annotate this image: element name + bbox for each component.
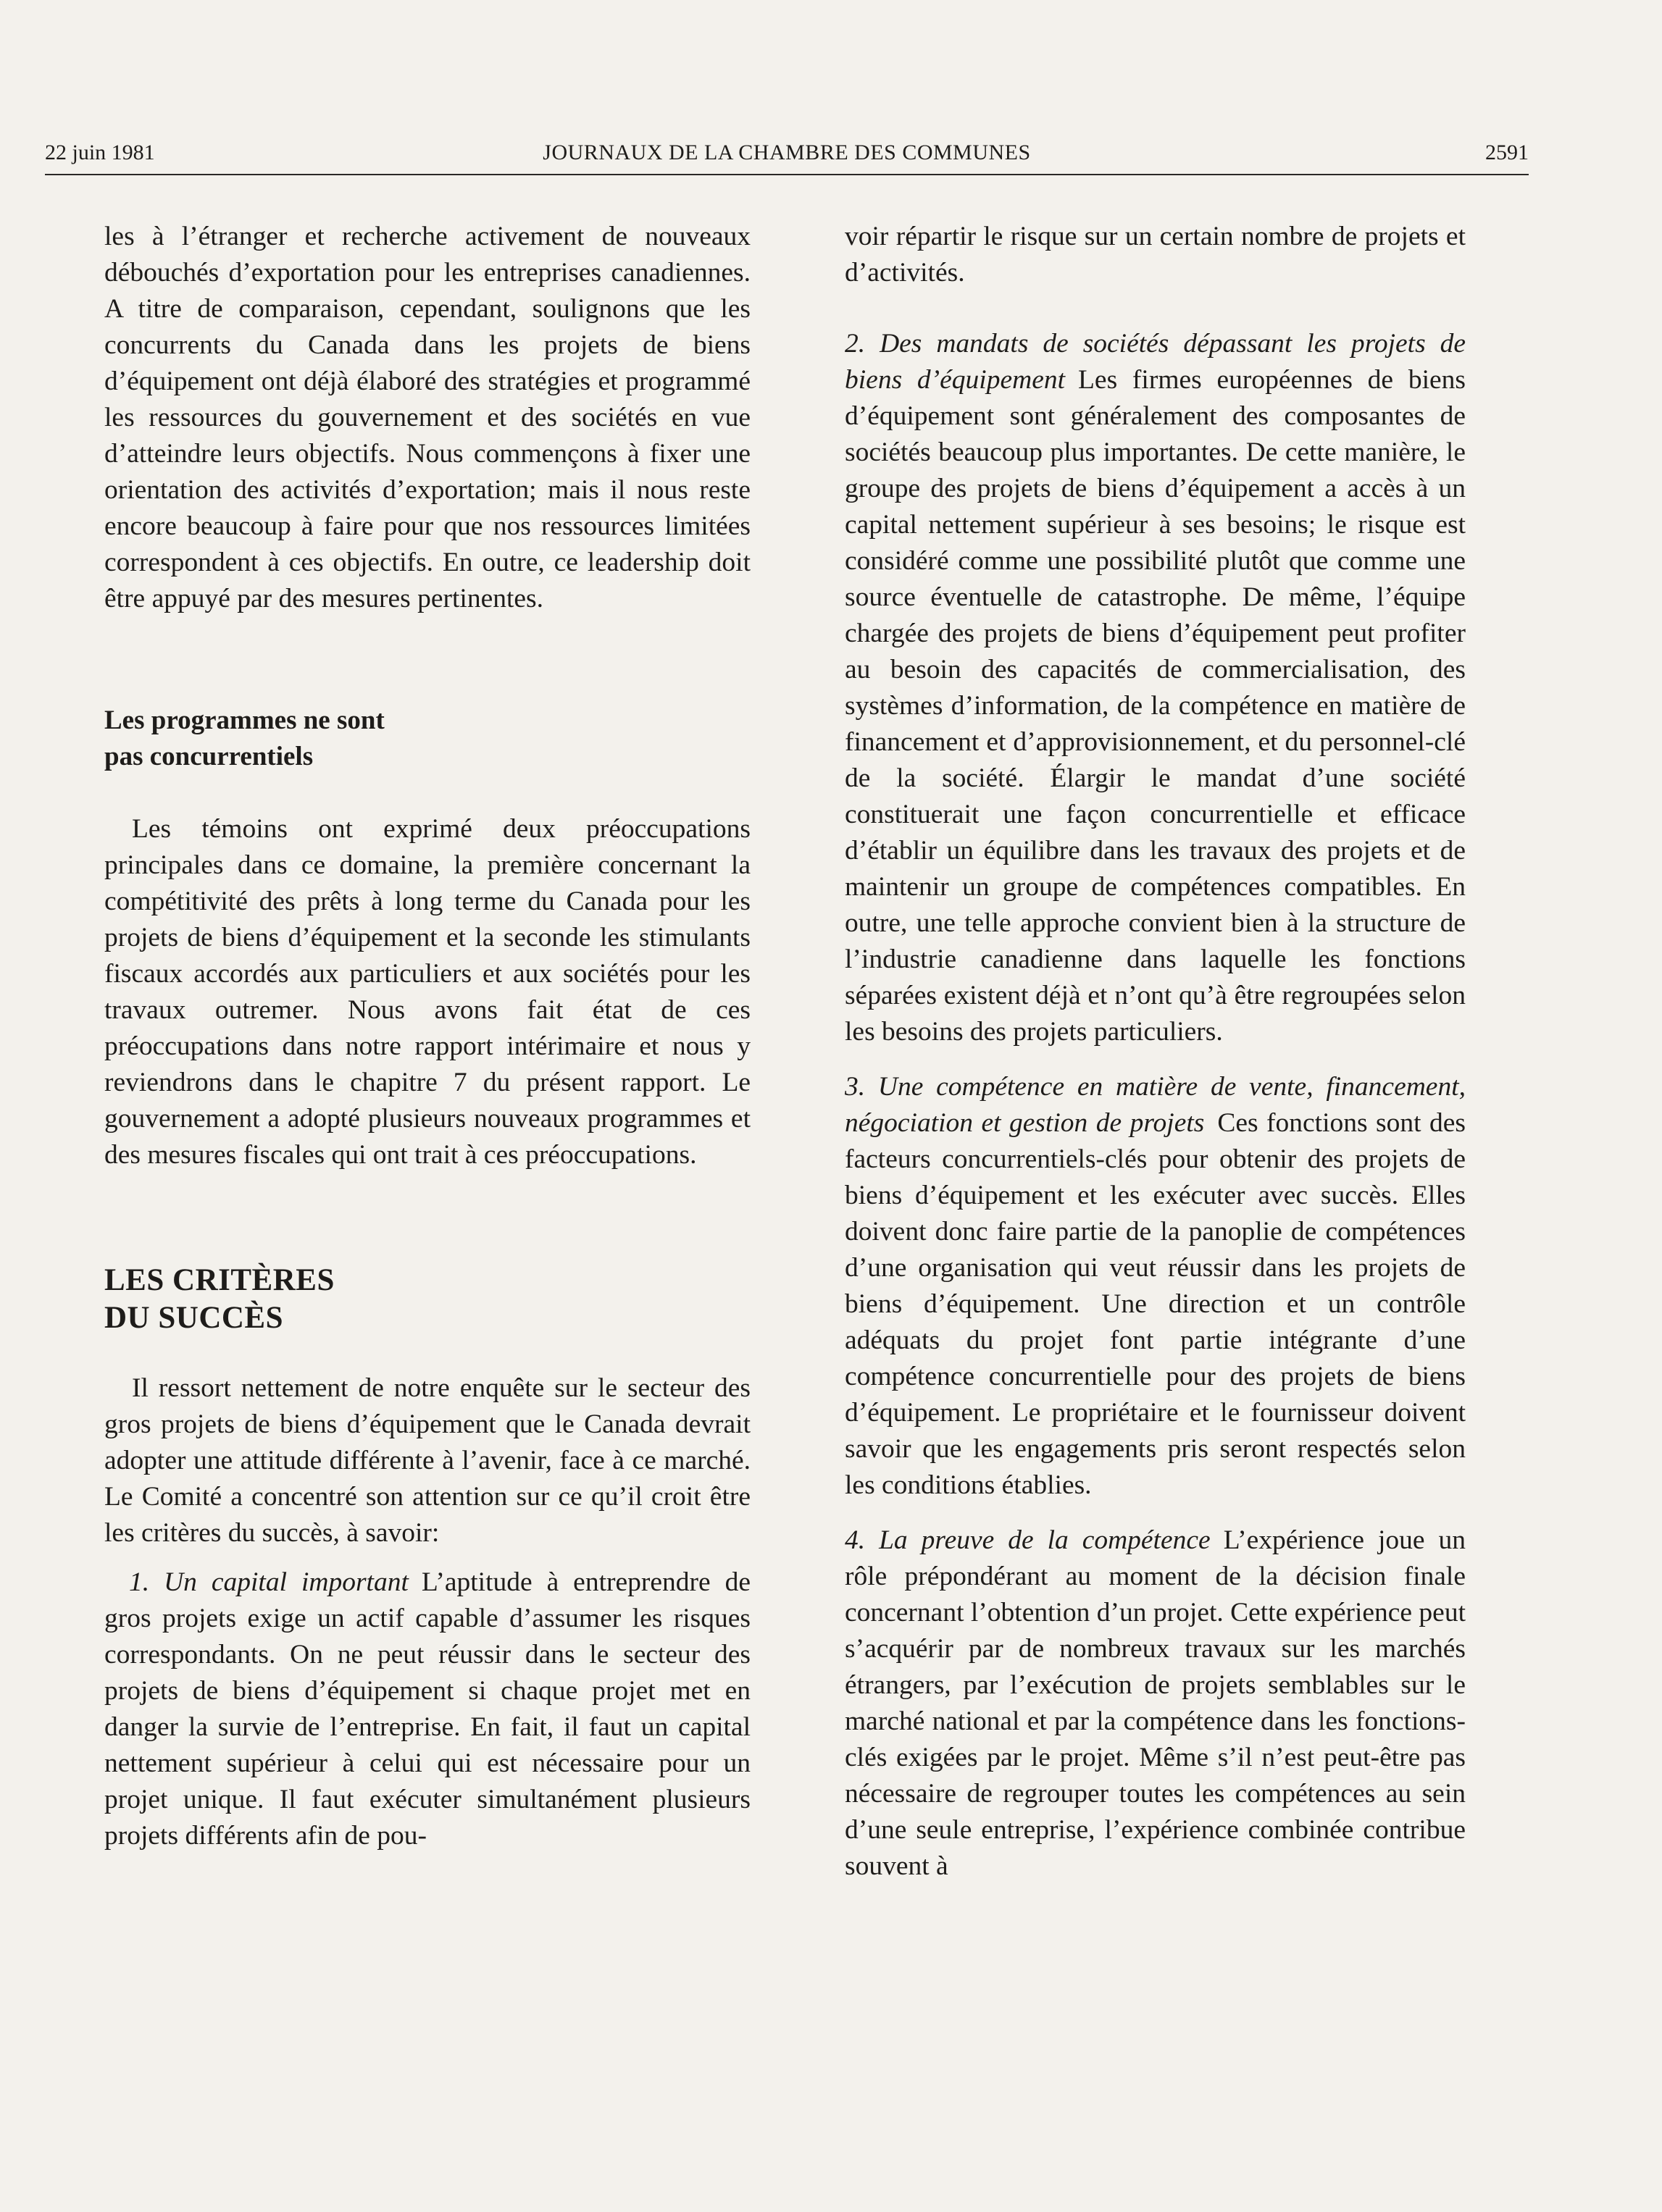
section-heading-criteres [104,1262,751,1337]
criterion-item-3 [845,1069,1466,1504]
criterion-item-1-text: L’aptitude à entreprendre de gros projets exige un actif capable d’assumer les risques correspondants. On ne peut réussir dans le secteur des projets de biens d’équipement si chaque projet met en danger la survie de l’entreprise. En fait, il faut un capital nettement supérieur à celui qui est nécessaire pour un projet unique. Il faut exécuter simultanément plusieurs projets différents afin de pou- [104,1567,751,1851]
header-journal-title: JOURNAUX DE LA CHAMBRE DES COMMUNES [543,141,1031,164]
criterion-item-4 [845,1522,1466,1885]
criterion-item-4-title: 4. La preuve de la compétence [845,1525,1211,1555]
criterion-item-2-text: Les firmes européennes de biens d’équipement sont généralement des composantes de sociétés beaucoup plus importantes. De cette manière, le groupe des projets de biens d’équipement a accès à un capital nettement supérieur à ses besoins; le risque est considéré comme une possibilité plutôt que comme une source éventuelle de catastrophe. De même, l’équipe chargée des projets de biens d’équipement peut profiter au besoin des capacités de commercialisation, des systèmes d’information, de la compétence en matière de financement et d’approvisionnement, et du personnel-clé de la société. Élargir le mandat d’une société constituerait une façon concurrentielle et efficace d’établir un équilibre dans les travaux des projets et de maintenir un groupe de compétences compatibles. En outre, une telle approche convient bien à la structure de l’industrie canadienne dans laquelle les fonctions séparées existent déjà et n’ont qu’à être regroupées selon les besoins des projets particuliers. [845,365,1466,1047]
criteria-intro-paragraph: Il ressort nettement de notre enquête sur le secteur des gros projets de biens d’équipement que le Canada devrait adopter une attitude différente à l’avenir, face à ce marché. Le Comité a concentré son attention sur ce qu’il croit être les critères du succès, à savoir: [104,1373,751,1548]
criterion-item-3-text: Ces fonctions sont des facteurs concurrentiels-clés pour obtenir des projets de biens d’équipement et les exécuter avec succès. Elles doivent donc faire partie de la panoplie de compétences d’une organisation qui veut réussir dans les projets de biens d’équipement. Une direction et un contrôle adéquats du projet font partie intégrante d’une compétence concurrentielle pour des projets de biens d’équipement. Le propriétaire et le fournisseur doivent savoir que les engagements pris seront respectés selon les conditions établies. [845,1108,1466,1500]
section-heading-line-2: DU SUCCÈS [104,1301,284,1335]
criterion-item-3-title: 3. Une compétence en matière de vente, financement, négociation et gestion de projets [845,1072,1466,1138]
criterion-item-4-text: L’expérience joue un rôle prépondérant au moment de la décision finale concernant l’obtention d’un projet. Cette expérience peut s’acquérir par de nombreux travaux sur les marchés étrangers, par l’exécution de projets semblables sur le marché national et par la compétence dans les fonctions-clés exigées par le projet. Même s’il n’est peut-être pas nécessaire de regrouper toutes les compétences au sein d’une seule entreprise, l’expérience combinée contribue souvent à [845,1525,1466,1881]
criterion-item-1-continuation: voir répartir le risque sur un certain nombre de projets et d’activités. [845,222,1466,288]
criterion-item-1-title: 1. Un capital important [129,1567,409,1597]
criterion-item-1 [104,1564,751,1854]
programmes-paragraph: Les témoins ont exprimé deux préoccupations principales dans ce domaine, la première concernant la compétitivité des prêts à long terme du Canada pour les projets de biens d’équipement et la seconde les stimulants fiscaux accordés aux particuliers et aux sociétés pour les travaux outremer. Nous avons fait état de ces préoccupations dans notre rapport intérimaire et nous y reviendrons dans le chapitre 7 du présent rapport. Le gouvernement a adopté plusieurs nouveaux programmes et des mesures fiscales qui ont trait à ces préoccupations. [104,814,751,1170]
header-date: 22 juin 1981 [45,141,155,164]
criterion-item-2 [845,326,1466,1050]
right-column [845,219,1466,1885]
left-column [104,219,751,1854]
page-header [45,141,1529,175]
subheading-programmes [104,703,751,775]
header-page-number: 2591 [1485,141,1529,164]
criterion-item-2-title: 2. Des mandats de sociétés dépassant les projets de biens d’équipement [845,329,1466,395]
continuation-paragraph: les à l’étranger et recherche activement de nouveaux débouchés d’exportation pour les entreprises canadiennes. A titre de comparaison, cependant, soulignons que les concurrents du Canada dans les projets de biens d’équipement ont déjà élaboré des stratégies et programmé les ressources du gouvernement et des sociétés en vue d’atteindre leurs objectifs. Nous commençons à fixer une orientation des activités d’exportation; mais il nous reste encore beaucoup à faire pour que nos ressources limitées correspondent à ces objectifs. En outre, ce leadership doit être appuyé par des mesures pertinentes. [104,222,751,613]
section-heading-line-1: LES CRITÈRES [104,1263,335,1297]
subheading-line-1: Les programmes ne sont [104,705,385,735]
subheading-line-2: pas concurrentiels [104,742,314,771]
